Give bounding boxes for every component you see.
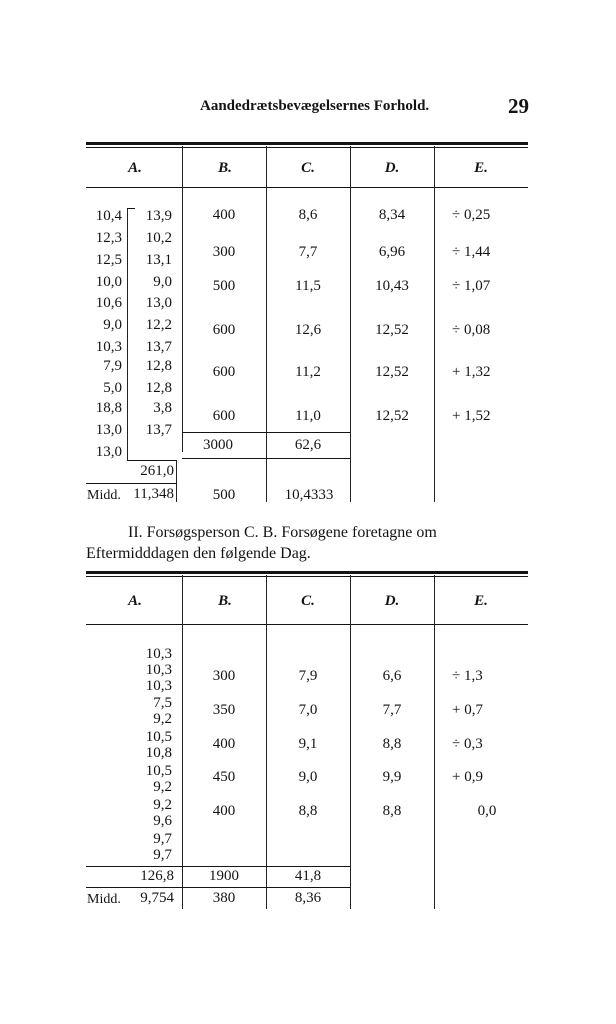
table2-total-b: 1900: [209, 868, 239, 884]
table1-row3-d: 10,43: [375, 278, 409, 294]
table1-row5-c: 11,2: [295, 364, 321, 380]
table1-row3-c: 11,5: [295, 278, 321, 294]
table1-a-left-8: 7,9: [103, 358, 122, 374]
table1-mean-c: 10,4333: [284, 487, 334, 503]
table1-header-c: C.: [301, 160, 315, 176]
table1-row6-c: 11,0: [295, 408, 321, 424]
table1-row6-b: 600: [212, 408, 236, 424]
table1-a-left-6: 9,0: [103, 317, 122, 333]
table2-row5-c: 8,8: [298, 803, 318, 819]
table2-header-d: D.: [384, 593, 400, 609]
table1-top-rule-thin: [86, 147, 528, 148]
table1-a-left-11: 13,0: [95, 422, 122, 438]
table1-a-inner-divider: [127, 208, 128, 460]
table2-a-13: 9,7: [153, 847, 172, 863]
table2-row5-d: 8,8: [382, 803, 402, 819]
table1-total-a: 261,0: [140, 463, 174, 479]
table1-row3-e: ÷ 1,07: [452, 278, 491, 294]
table2-header-rule: [86, 624, 528, 625]
running-header: Aandedrætsbevægelsernes Forhold.: [200, 98, 430, 114]
table1-totals-rule: [182, 432, 350, 433]
table2-row3-e: ÷ 0,3: [452, 736, 483, 752]
table1-row2-b: 300: [212, 244, 236, 260]
table2-row5-e: 0,0: [477, 803, 497, 819]
table1-a-right-1: 13,9: [145, 208, 172, 224]
table2-mean-b: 380: [212, 890, 236, 906]
table2-total-c: 41,8: [294, 868, 322, 884]
table1-a-left-7: 10,3: [95, 339, 122, 355]
table1-total-c: 62,6: [294, 437, 322, 453]
table1-row5-e: + 1,32: [452, 364, 491, 380]
table1-a-sum-rule-bottom: [86, 483, 177, 484]
table1-divider-cd: [350, 146, 351, 502]
table2-row1-d: 6,6: [382, 668, 402, 684]
table1-divider-bc: [266, 146, 267, 502]
table2-a-8: 10,5: [145, 763, 172, 779]
table1-a-left-12: 13,0: [95, 444, 122, 460]
table1-a-left-9: 5,0: [103, 380, 122, 396]
table1-a-sum-rule-top: [127, 460, 177, 461]
table1-a-sum-divider: [176, 460, 177, 502]
table1-row2-c: 7,7: [298, 244, 318, 260]
table2-a-10: 9,2: [153, 797, 172, 813]
table2-row3-b: 400: [212, 736, 236, 752]
table1-a-left-1: 10,4: [95, 208, 122, 224]
table2-a-3: 10,3: [145, 678, 172, 694]
table2-divider-bc: [266, 575, 267, 909]
table2-a-6: 10,5: [145, 729, 172, 745]
table2-row1-b: 300: [212, 668, 236, 684]
table1-a-right-10: 3,8: [153, 400, 172, 416]
table1-top-rule: [86, 142, 528, 145]
table2-header-b: B.: [218, 593, 232, 609]
table2-mean-label: Midd.: [87, 892, 121, 907]
table1-row5-b: 600: [212, 364, 236, 380]
table1-mean-a: 11,348: [133, 486, 174, 502]
table2-a-1: 10,3: [145, 646, 172, 662]
page-number: 29: [508, 94, 529, 118]
table1-header-d: D.: [384, 160, 400, 176]
table1-divider-ab: [182, 146, 183, 452]
table1-a-right-5: 13,0: [145, 295, 172, 311]
table2-row4-b: 450: [212, 769, 236, 785]
table1-a-right-11: 13,7: [145, 422, 172, 438]
table1-row5-d: 12,52: [375, 364, 409, 380]
table1-a-right-8: 12,8: [145, 358, 172, 374]
table1-a-right-4: 9,0: [153, 274, 172, 290]
table1-a-right-7: 13,7: [145, 339, 172, 355]
table1-row6-e: + 1,52: [452, 408, 491, 424]
table2-totals-rule-bottom: [86, 887, 350, 888]
table1-mean-label: Midd.: [87, 488, 121, 503]
table2-row2-b: 350: [212, 702, 236, 718]
section-2-heading-line2: Eftermidddagen den følgende Dag.: [86, 545, 311, 562]
table2-top-rule: [86, 571, 528, 574]
table1-row2-d: 6,96: [378, 244, 406, 260]
table1-header-e: E.: [474, 160, 488, 176]
table1-row4-c: 12,6: [294, 322, 322, 338]
table1-a-right-3: 13,1: [145, 252, 172, 268]
table1-a-left-10: 18,8: [95, 400, 122, 416]
table2-row5-b: 400: [212, 803, 236, 819]
table2-header-e: E.: [474, 593, 488, 609]
table2-row4-d: 9,9: [382, 769, 402, 785]
table1-row4-b: 600: [212, 322, 236, 338]
table1-row4-d: 12,52: [375, 322, 409, 338]
table2-a-9: 9,2: [153, 779, 172, 795]
table1-row1-c: 8,6: [298, 207, 318, 223]
table2-row2-d: 7,7: [382, 702, 402, 718]
table1-row1-d: 8,34: [378, 207, 406, 223]
table2-header-c: C.: [301, 593, 315, 609]
table2-totals-rule: [86, 866, 350, 867]
table2-row3-d: 8,8: [382, 736, 402, 752]
table2-row3-c: 9,1: [298, 736, 318, 752]
table2-row2-e: + 0,7: [452, 702, 483, 718]
table1-divider-de: [434, 146, 435, 502]
table2-divider-cd: [350, 575, 351, 909]
table2-mean-a: 9,754: [140, 890, 174, 906]
table1-row1-b: 400: [212, 207, 236, 223]
table1-a-left-2: 12,3: [95, 230, 122, 246]
table2-top-rule-thin: [86, 576, 528, 577]
section-2-heading-line1: II. Forsøgsperson C. B. Forsøgene foretagne om: [128, 524, 437, 541]
table2-a-2: 10,3: [145, 662, 172, 678]
table1-totals-rule-bottom: [182, 458, 350, 459]
table1-row3-b: 500: [212, 278, 236, 294]
table1-row2-e: ÷ 1,44: [452, 244, 491, 260]
table2-row2-c: 7,0: [298, 702, 318, 718]
table1-a-right-2: 10,2: [145, 230, 172, 246]
table2-a-5: 9,2: [153, 711, 172, 727]
table2-a-7: 10,8: [145, 745, 172, 761]
table2-a-12: 9,7: [153, 831, 172, 847]
table1-a-right-9: 12,8: [145, 380, 172, 396]
table1-row4-e: ÷ 0,08: [452, 322, 491, 338]
table2-row4-e: + 0,9: [452, 769, 483, 785]
table1-a-left-4: 10,0: [95, 274, 122, 290]
table1-a-right-6: 12,2: [145, 317, 172, 333]
table2-divider-de: [434, 575, 435, 909]
table2-total-a: 126,8: [140, 868, 174, 884]
table1-header-b: B.: [218, 160, 232, 176]
table2-row1-e: ÷ 1,3: [452, 668, 483, 684]
table2-row4-c: 9,0: [298, 769, 318, 785]
table1-header-a: A.: [128, 160, 142, 176]
table1-mean-b: 500: [212, 487, 236, 503]
table1-a-left-5: 10,6: [95, 295, 122, 311]
table2-a-11: 9,6: [153, 813, 172, 829]
table1-header-rule: [86, 187, 528, 188]
table2-divider-ab: [182, 575, 183, 909]
table2-a-4: 7,5: [153, 695, 172, 711]
table2-header-a: A.: [128, 593, 142, 609]
table1-row6-d: 12,52: [375, 408, 409, 424]
table1-row1-e: ÷ 0,25: [452, 207, 491, 223]
table2-row1-c: 7,9: [298, 668, 318, 684]
table2-mean-c: 8,36: [294, 890, 322, 906]
table1-a-left-3: 12,5: [95, 252, 122, 268]
table1-total-b: 3000: [203, 437, 233, 453]
